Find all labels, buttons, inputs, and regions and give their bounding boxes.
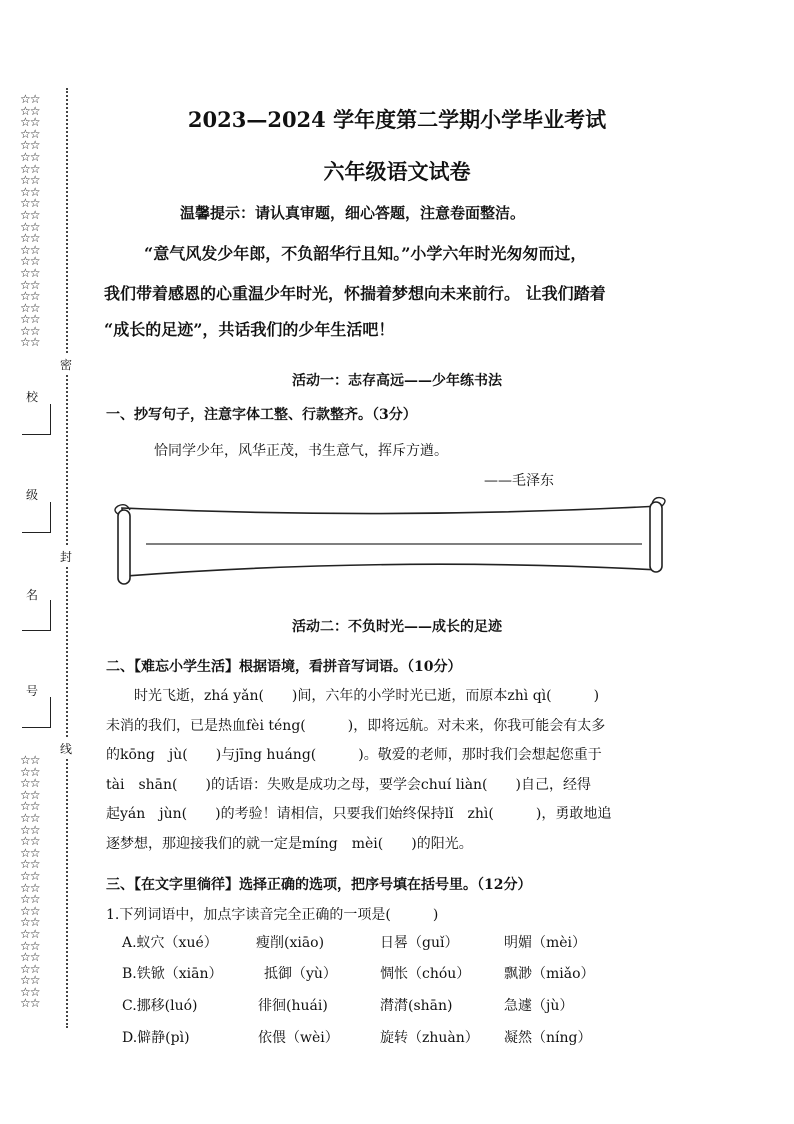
activity2-heading: 活动二：不负时光——成长的足迹 — [292, 619, 502, 635]
exam-subtitle: 六年级语文试卷 — [323, 159, 471, 184]
star-row: ☆☆ — [20, 903, 40, 918]
intro-line-3: “成长的足迹”，共话我们的少年生活吧！ — [104, 320, 395, 339]
passage-line-6: 逐梦想，那迎接我们的就一定是míng mèi( )的阳光。 — [106, 835, 473, 852]
star-row: ☆☆ — [20, 822, 40, 837]
exam-title: 2023—2024 学年度第二学期小学毕业考试 — [187, 107, 607, 132]
star-row: ☆☆ — [20, 810, 40, 825]
option-a-1: A.蚁穴（xué） — [122, 935, 218, 951]
star-row: ☆☆ — [20, 289, 40, 304]
pinyin-passage — [106, 682, 690, 860]
option-a-2: 瘦削(xiāo) — [256, 935, 325, 951]
star-row: ☆☆ — [20, 915, 40, 930]
sub-question-1: 1.下列词语中，加点字读音完全正确的一项是( ) — [106, 907, 439, 923]
option-b-row — [122, 963, 682, 983]
passage-line-3: 的kōng jù( )与jīng huáng( )。敬爱的老师，那时我们会想起您重于 — [106, 747, 602, 764]
school-field[interactable] — [22, 404, 51, 435]
option-c-2: 徘徊(huái) — [258, 998, 328, 1014]
option-d-2: 依偎（wèi） — [258, 1030, 339, 1046]
star-row: ☆☆ — [20, 984, 40, 999]
star-row: ☆☆ — [20, 103, 40, 118]
passage-line-2: 未消的我们，已是热血fèi téng( )，即将远航。对未来，你我可能会有太多 — [106, 717, 606, 734]
star-row: ☆☆ — [20, 950, 40, 965]
question-1-heading: 一、抄写句子，注意字体工整、行款整齐。（3分） — [106, 407, 417, 423]
name-label: 名 — [26, 588, 39, 602]
star-row: ☆☆ — [20, 973, 40, 988]
star-row: ☆☆ — [20, 184, 40, 199]
option-b-3: 惆怅（chóu） — [380, 966, 471, 982]
star-row: ☆☆ — [20, 857, 40, 872]
passage-line-1: 时光飞逝，zhá yǎn( )间，六年的小学时光已逝，而原本zhì qì( ) — [106, 688, 600, 704]
star-row: ☆☆ — [20, 880, 40, 895]
star-row: ☆☆ — [20, 254, 40, 269]
star-row: ☆☆ — [20, 938, 40, 953]
star-row: ☆☆ — [20, 207, 40, 222]
star-row: ☆☆ — [20, 196, 40, 211]
passage-line-4: tài shān( )的话语：失败是成功之母，要学会chuí liàn( )自己，经得 — [106, 776, 591, 793]
option-c-row — [122, 995, 682, 1015]
star-row: ☆☆ — [20, 868, 40, 883]
number-label: 号 — [26, 684, 39, 698]
star-row: ☆☆ — [20, 277, 40, 292]
option-d-1: D.僻静(pì) — [122, 1030, 190, 1046]
scroll-writing-area[interactable] — [112, 496, 672, 588]
star-row: ☆☆ — [20, 300, 40, 315]
star-row: ☆☆ — [20, 115, 40, 130]
star-row: ☆☆ — [20, 996, 40, 1011]
star-row: ☆☆ — [20, 753, 40, 767]
option-c-4: 急遽（jù） — [504, 998, 574, 1014]
star-row: ☆☆ — [20, 834, 40, 849]
question-2-heading: 二、【难忘小学生活】根据语境，看拼音写词语。（10分） — [106, 659, 462, 675]
option-a-3: 日晷（guǐ） — [380, 935, 459, 951]
option-b-1: B.铁锨（xiān） — [122, 966, 223, 982]
option-c-3: 潸潸(shān) — [380, 998, 453, 1014]
calligraphy-quote: 恰同学少年，风华正茂，书生意气，挥斥方遒。 — [154, 443, 448, 459]
option-b-2: 抵御（yù） — [264, 966, 337, 982]
number-field[interactable] — [22, 697, 51, 728]
star-border-bottom — [20, 755, 48, 1010]
star-row: ☆☆ — [20, 138, 40, 153]
activity1-heading: 活动一：志存高远——少年练书法 — [292, 373, 502, 389]
passage-line-5: 起yán jùn( )的考验！请相信，只要我们始终保持lǐ zhì( )，勇敢地追 — [106, 806, 612, 823]
school-label: 校 — [26, 390, 39, 404]
option-d-4: 凝然（níng） — [504, 1030, 592, 1046]
star-row: ☆☆ — [20, 231, 40, 246]
star-row: ☆☆ — [20, 173, 40, 188]
star-row: ☆☆ — [20, 764, 40, 779]
star-row: ☆☆ — [20, 323, 40, 338]
star-row: ☆☆ — [20, 926, 40, 941]
quote-author: ——毛泽东 — [484, 473, 554, 489]
option-a-4: 明媚（mèi） — [504, 935, 587, 951]
intro-line-1: “意气风发少年郎，不负韶华行且知。”小学六年时光匆匆而过， — [144, 244, 587, 263]
star-row: ☆☆ — [20, 265, 40, 280]
star-row: ☆☆ — [20, 845, 40, 860]
star-row: ☆☆ — [20, 799, 40, 814]
star-row: ☆☆ — [20, 126, 40, 141]
option-b-4: 飘渺（miǎo） — [504, 966, 595, 982]
question-3-heading: 三、【在文字里徜徉】选择正确的选项，把序号填在括号里。（12分） — [106, 877, 532, 893]
star-row: ☆☆ — [20, 787, 40, 802]
star-row: ☆☆ — [20, 219, 40, 234]
star-row: ☆☆ — [20, 242, 40, 257]
warm-tip: 温馨提示：请认真审题，细心答题，注意卷面整洁。 — [180, 204, 526, 222]
star-row: ☆☆ — [20, 961, 40, 976]
class-label: 级 — [26, 488, 39, 502]
intro-line-2: 我们带着感恩的心重温少年时光，怀揣着梦想向未来前行。 让我们踏着 — [104, 284, 606, 303]
star-row: ☆☆ — [20, 92, 40, 106]
star-row: ☆☆ — [20, 776, 40, 791]
option-d-row — [122, 1027, 682, 1047]
star-row: ☆☆ — [20, 149, 40, 164]
seal-char-mi: 密 — [60, 354, 72, 375]
option-c-1: C.挪移(luó) — [122, 998, 198, 1014]
star-row: ☆☆ — [20, 312, 40, 327]
class-field[interactable] — [22, 502, 51, 533]
star-row: ☆☆ — [20, 335, 40, 350]
seal-char-feng: 封 — [60, 546, 72, 567]
option-a-row — [122, 932, 682, 952]
star-row: ☆☆ — [20, 892, 40, 907]
star-row: ☆☆ — [20, 161, 40, 176]
seal-char-xian: 线 — [60, 738, 72, 759]
option-d-3: 旋转（zhuàn） — [380, 1030, 479, 1046]
